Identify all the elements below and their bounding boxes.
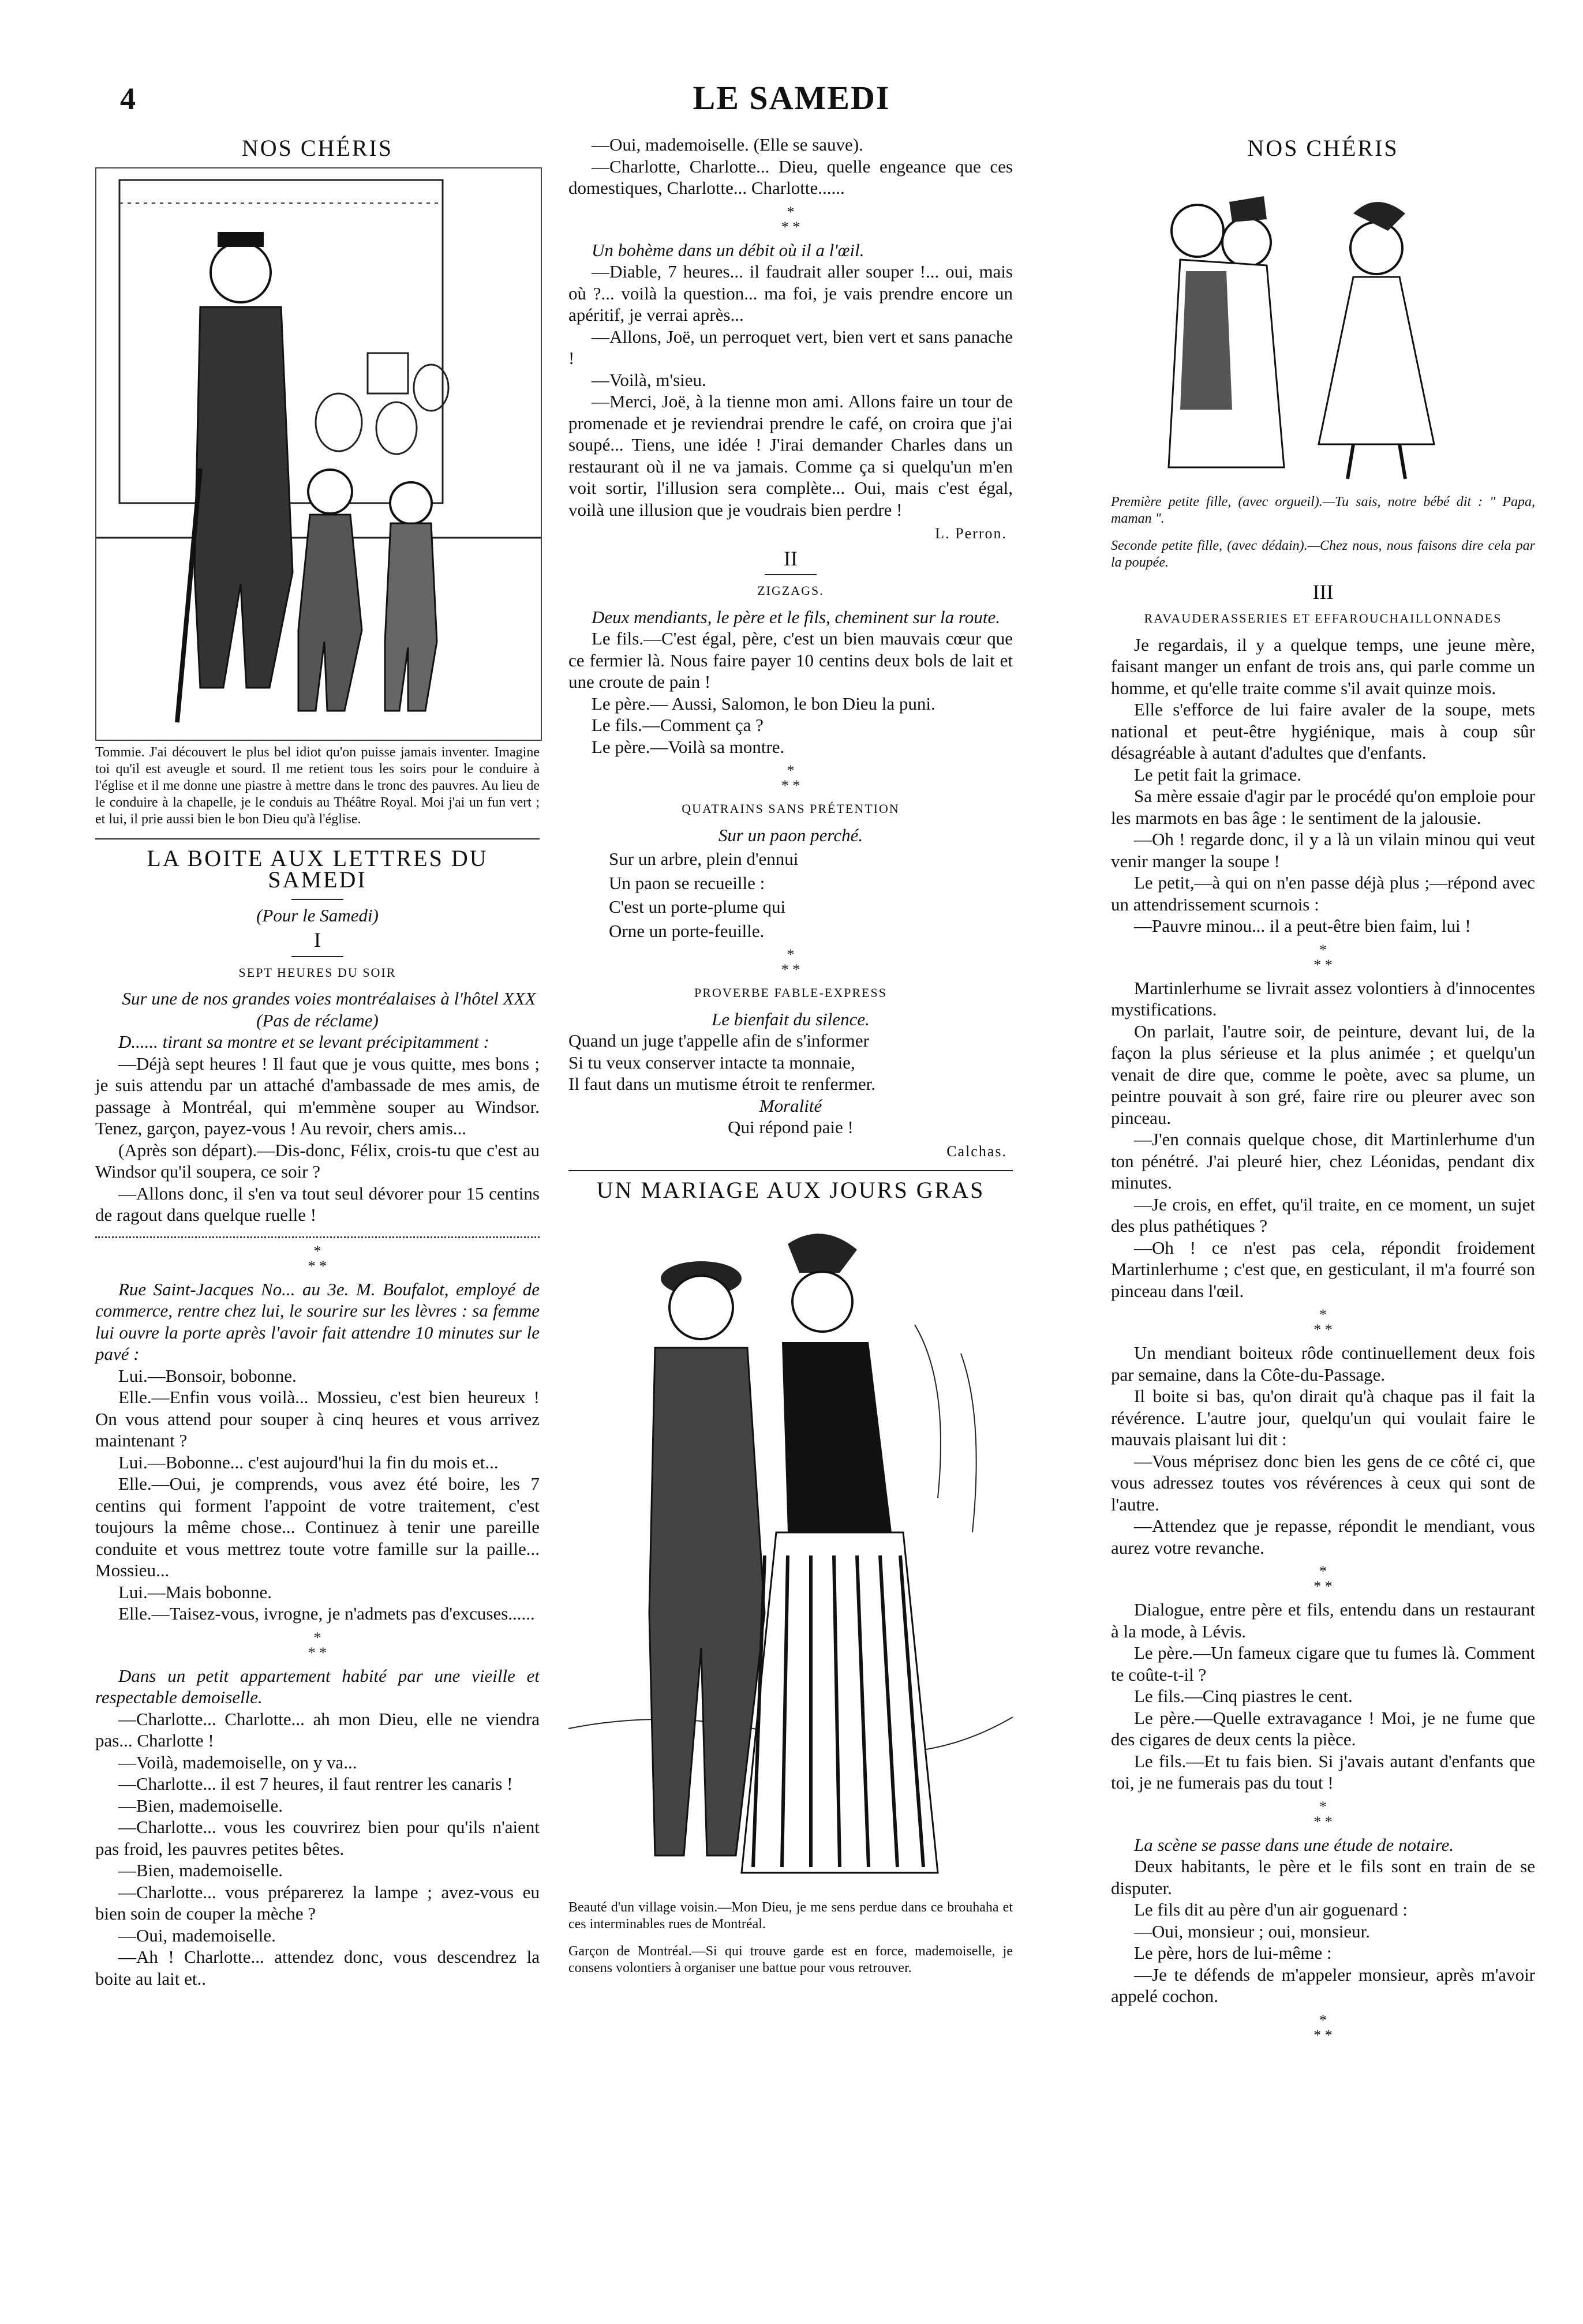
dialogue-line: Elle.—Taisez-vous, ivrogne, je n'admets pas d'excuses...... (118, 1603, 535, 1624)
dialogue-line: —Je te défends de m'appeler monsieur, après m'avoir appelé cochon. (1111, 1964, 1535, 2006)
cartoon-blind-man-illustration (95, 167, 542, 741)
signature: Calchas. (946, 1142, 1007, 1160)
poem-line: Un paon se recueille : (609, 872, 765, 893)
dialogue-line: Le père.— Aussi, Salomon, le bon Dieu la puni. (592, 693, 935, 714)
part-heading-2: ZIGZAGS. (757, 583, 824, 598)
paragraph: On parlait, l'autre soir, de peinture, devant lui, de la façon la plus sérieuse et la plus animée ; et quelqu'un venait de dire que, comme le poète, avec sa plume, un peintre pouvait à son gré, faire rire ou pleurer avec son pinceau. (1111, 1021, 1535, 1128)
dialogue-line: Le fils.—Comment ça ? (592, 715, 764, 735)
proverb-line: Si tu veux conserver intacte ta monnaie, (568, 1052, 855, 1073)
divider (95, 838, 540, 839)
signature: L. Perron. (935, 525, 1007, 542)
scene-text: Sur une de nos grandes voies montréalaises à l'hôtel XXX (Pas de réclame) (122, 988, 536, 1030)
paragraph: Deux habitants, le père et le fils sont en train de se disputer. (1111, 1856, 1535, 1898)
scene-text: Un bohème dans un débit où il a l'œil. (592, 239, 865, 260)
paragraph: Je regardais, il y a quelque temps, une jeune mère, faisant manger un enfant de trois ans, qui parle comme un homme, et qu'elle traite comme s'il avait quinze mois. (1111, 634, 1535, 698)
paragraph: Le fils dit au père d'un air goguenard : (1134, 1899, 1408, 1920)
dialogue-line: Lui.—Bobonne... c'est aujourd'hui la fin du mois et... (118, 1452, 499, 1472)
mariage-caption-1: Beauté d'un village voisin.—Mon Dieu, je me sens perdue dans ce brouhaha et ces interminables rues de Montréal. (568, 1899, 1013, 1932)
section-subtitle: (Pour le Samedi) (256, 905, 379, 925)
section-title-mariage: UN MARIAGE AUX JOURS GRAS (596, 1177, 985, 1203)
dialogue-line: Elle.—Oui, je comprends, vous avez été boire, les 7 centins qui forment l'appoint de votre traitement, c'est toujours la même chose... Continuez à tenir une pareille conduite et vous mettrez toute votre famille sur la paille... Mossieu... (95, 1474, 540, 1580)
paragraph: Un mendiant boiteux rôde continuellement deux fois par semaine, dans la Côte-du-Passage. (1111, 1343, 1535, 1385)
paragraph: —Oh ! regarde donc, il y a là un vilain minou qui veut venir manger la soupe ! (1111, 829, 1535, 871)
cartoon-caption-left: Tommie. J'ai découvert le plus bel idiot qu'on puisse jamais inventer. Imagine toi qu'il est aveugle et sourd. Il me retient tous les soirs pour le conduire à l'église et il me donne une piastre à mettre dans le tronc des pauvres. Au lieu de le conduire à la chapelle, je le conduis au Théâtre Royal. Moi j'ai un fun vert ; et lui, il prie aussi bien le bon Dieu qu'à l'église. (95, 744, 540, 827)
cartoon-caption-right-1: Première petite fille, (avec orgueil).—Tu sais, notre bébé dit : " Papa, maman ". (1111, 494, 1535, 526)
dialogue-line: —Oui, mademoiselle. (Elle se sauve). (592, 134, 863, 155)
couple-illustration (568, 1209, 1013, 1896)
asterism: * * * (308, 1242, 327, 1275)
cartoon-title-left: NOS CHÉRIS (241, 135, 394, 161)
dialogue-line: —Charlotte... vous les couvrirez bien pour qu'ils n'aient pas froid, les pauvres petites bêtes. (95, 1817, 540, 1859)
paragraph: Dialogue, entre père et fils, entendu dans un restaurant à la mode, à Lévis. (1111, 1599, 1535, 1641)
asterism: * * * (1313, 1798, 1333, 1830)
cartoon-title-right: NOS CHÉRIS (1247, 135, 1399, 161)
two-girls-illustration (1111, 167, 1535, 490)
scene-text: La scène se passe dans une étude de notaire. (1134, 1834, 1454, 1855)
page-number: 4 (120, 81, 136, 116)
dialogue-line: —Diable, 7 heures... il faudrait aller souper !... oui, mais où ?... voilà la question... ma foi, je vais prendre encore un apéritif, je verrai après... (568, 261, 1013, 325)
asterism: * * * (781, 203, 800, 235)
paragraph: Elle s'efforce de lui faire avaler de la soupe, mets national et peut-être hygiénique, mais à coup sûr désagréable à autant d'adultes que d'enfants. (1111, 699, 1535, 763)
proverbe-heading: PROVERBE FABLE-EXPRESS (694, 985, 887, 1000)
dialogue-line: Le père.—Un fameux cigare que tu fumes là. Comment te coûte-t-il ? (1111, 1643, 1535, 1685)
paragraph: —Déjà sept heures ! Il faut que je vous quitte, mes bons ; je suis attendu par un attaché d'ambassade de mes amis, de passage à Montréal, qui m'emmène souper au Windsor. Tenez, garçon, payez-vous ! Au revoir, chers amis... (95, 1053, 540, 1138)
paragraph: Martinlerhume se livrait assez volontiers à d'innocentes mystifications. (1111, 977, 1535, 1019)
dialogue-line: Le fils.—Cinq piastres le cent. (1134, 1686, 1353, 1706)
dialogue-line: —Oui, mademoiselle. (118, 1925, 276, 1946)
scene-text: Deux mendiants, le père et le fils, cheminent sur la route. (592, 606, 1000, 627)
paragraph: Il boite si bas, qu'on dirait qu'à chaque pas il fait la révérence. L'autre jour, quelqu'un qui voulait faire le mauvais plaisant lui dit : (1111, 1386, 1535, 1449)
part-heading-3: RAVAUDERASSERIES ET EFFAROUCHAILLONNADES (1144, 611, 1502, 625)
dialogue-line: Le fils.—Et tu fais bien. Si j'avais autant d'enfants que toi, je ne fumerais pas du tout ! (1111, 1751, 1535, 1793)
poem-line: Orne un porte-feuille. (609, 920, 765, 941)
dialogue-line: Elle.—Enfin vous voilà... Mossieu, c'est bien heureux ! On vous attend pour souper à cinq heures et vous arrivez maintenant ? (95, 1387, 540, 1450)
paragraph: —Pauvre minou... il a peut-être bien faim, lui ! (1134, 916, 1471, 936)
part-number-3: III (1312, 580, 1334, 604)
poem-line: Sur un arbre, plein d'ennui (609, 849, 799, 869)
paragraph: —Oh ! ce n'est pas cela, répondit froidement Martinlerhume ; c'est que, en gesticulant, il m'a fourré son pinceau dans l'œil. (1111, 1237, 1535, 1301)
dialogue-line: Le père.—Voilà sa montre. (592, 736, 785, 757)
cartoon-caption-right-2: Seconde petite fille, (avec dédain).—Chez nous, nous faisons dire cela par la poupée. (1111, 538, 1535, 570)
paragraph: Le petit,—à qui on n'en passe déjà plus ;—répond avec un attendrissement scurnois : (1111, 872, 1535, 914)
paragraph: —Vous méprisez donc bien les gens de ce côté ci, que vous adressez toutes vos révérences à ceux qui sont de l'autre. (1111, 1450, 1535, 1515)
column-middle (568, 134, 1013, 1987)
quatrains-subtitle: Sur un paon perché. (718, 824, 863, 845)
part-number-1: I (314, 928, 321, 951)
dotted-divider (95, 1236, 540, 1238)
poem-line: C'est un porte-plume qui (609, 897, 786, 917)
rule (765, 574, 817, 575)
part-number-2: II (784, 546, 798, 570)
scene-text: Rue Saint-Jacques No... au 3e. M. Boufalot, employé de commerce, rentre chez lui, le sourire sur les lèvres : sa femme lui ouvre la porte après l'avoir fait attendre 10 minutes sur le pavé : (95, 1279, 540, 1364)
dialogue-line: Le fils.—C'est égal, père, c'est un bien mauvais cœur que ce fermier là. Nous faire payer 10 centins deux bols de lait et une croute de pain ! (568, 628, 1013, 692)
dialogue-line: —Ah ! Charlotte... attendez donc, vous descendrez la boite au lait et.. (95, 1947, 540, 1989)
dialogue-line: Lui.—Mais bobonne. (118, 1581, 272, 1602)
dialogue-line: —Charlotte... il est 7 heures, il faut rentrer les canaris ! (118, 1774, 513, 1794)
paragraph: Le petit fait la grimace. (1134, 764, 1302, 785)
paragraph: —Je crois, en effet, qu'il traite, en ce moment, un sujet des plus pathétiques ? (1111, 1194, 1535, 1236)
moralite-label: Moralité (759, 1095, 822, 1116)
asterism: * * * (1313, 1306, 1333, 1338)
dialogue-line: —Charlotte... vous préparerez la lampe ; avez-vous eu bien soin de couper la mèche ? (95, 1881, 540, 1924)
column-right (1111, 134, 1535, 2048)
paragraph: (Après son départ).—Dis-donc, Félix, crois-tu que c'est au Windsor qu'il soupera, ce soir ? (95, 1139, 540, 1182)
asterism: * * * (1313, 2011, 1333, 2044)
proverbe-subtitle: Le bienfait du silence. (712, 1009, 870, 1029)
dialogue-line: —Charlotte, Charlotte... Dieu, quelle engeance que ces domestiques, Charlotte... Charlotte...... (568, 156, 1013, 198)
scene-text: Dans un petit appartement habité par une vieille et respectable demoiselle. (95, 1665, 540, 1707)
asterism: * * * (781, 762, 800, 794)
dialogue-line: —Voilà, m'sieu. (592, 369, 706, 390)
dialogue-line: —Bien, mademoiselle. (118, 1795, 283, 1816)
dialogue-line: —Voilà, mademoiselle, on y va... (118, 1752, 357, 1772)
masthead: LE SAMEDI (693, 79, 890, 117)
paragraph: D...... tirant sa montre et se levant précipitamment : (118, 1032, 489, 1052)
asterism: * * * (781, 946, 800, 978)
rule (291, 899, 343, 900)
asterism: * * * (308, 1629, 327, 1661)
dialogue-line: Le père.—Quelle extravagance ! Moi, je ne fume que des cigares de deux cents la pièce. (1111, 1707, 1535, 1749)
dialogue-line: —Bien, mademoiselle. (118, 1860, 283, 1880)
dialogue-line: —Oui, monsieur ; oui, monsieur. (1134, 1921, 1371, 1941)
rule (291, 956, 343, 957)
paragraph: —Attendez que je repasse, répondit le mendiant, vous aurez votre revanche. (1111, 1516, 1535, 1558)
asterism: * * * (1313, 941, 1333, 973)
column-left (95, 134, 540, 1989)
moral-line: Qui répond paie ! (728, 1117, 854, 1137)
paragraph: —J'en connais quelque chose, dit Martinlerhume d'un ton pénétré. J'ai pleuré hier, chez Léonidas, pendant dix minutes. (1111, 1129, 1535, 1193)
proverb-line: Il faut dans un mutisme étroit te renfermer. (568, 1074, 875, 1094)
proverb-line: Quand un juge t'appelle afin de s'informer (568, 1030, 869, 1051)
section-title-boite: LA BOITE AUX LETTRES DU SAMEDI (147, 845, 488, 893)
mariage-caption-2: Garçon de Montréal.—Si qui trouve garde est en force, mademoiselle, je consens volontiers à organiser une battue pour vous retrouver. (568, 1943, 1013, 1976)
paragraph: Le père, hors de lui-même : (1134, 1943, 1332, 1963)
paragraph: Sa mère essaie d'agir par le procédé qu'on emploie pour les marmots en bas âge : le sentiment de la jalousie. (1111, 786, 1535, 828)
paragraph: —Allons donc, il s'en va tout seul dévorer pour 15 centins de ragout dans quelque ruelle ! (95, 1183, 540, 1225)
dialogue-line: —Allons, Joë, un perroquet vert, bien vert et sans panache ! (568, 326, 1013, 368)
dialogue-line: —Charlotte... Charlotte... ah mon Dieu, elle ne viendra pas... Charlotte ! (95, 1708, 540, 1751)
divider (568, 1170, 1013, 1171)
quatrains-heading: QUATRAINS SANS PRÉTENTION (682, 801, 900, 816)
dialogue-line: —Merci, Joë, à la tienne mon ami. Allons faire un tour de promenade et je reviendrai prendre le café, on croira que j'ai soupé... Tiens, une idée ! J'irai demander Charles dans un restaurant où il ne va jamais. Comme ça si quelqu'un m'en voit sortir, l'illusion sera complète... Oui, mais c'est égal, voilà une illusion que je voudrais bien perdre ! (568, 391, 1013, 520)
part-heading-1: SEPT HEURES DU SOIR (238, 965, 396, 980)
dialogue-line: Lui.—Bonsoir, bobonne. (118, 1365, 297, 1386)
asterism: * * * (1313, 1563, 1333, 1595)
